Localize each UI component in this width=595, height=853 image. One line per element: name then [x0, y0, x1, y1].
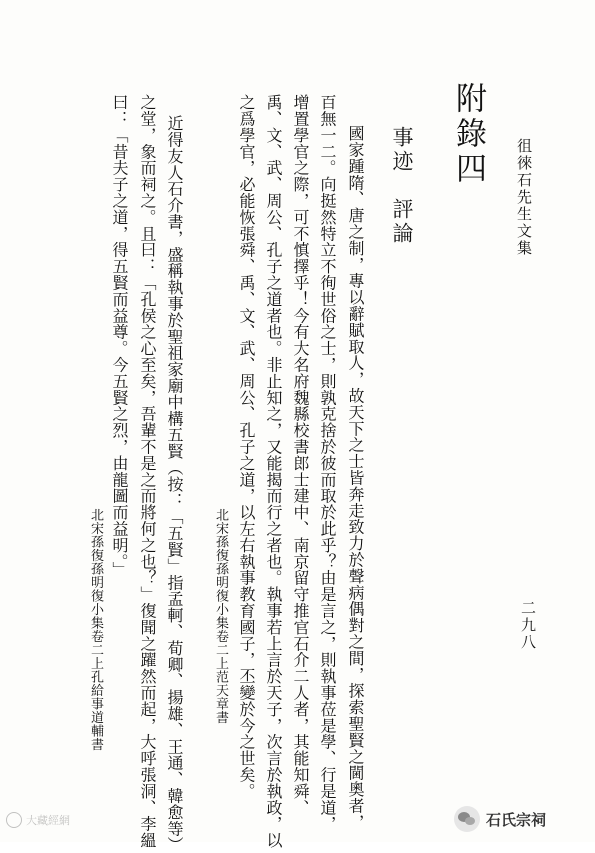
logo-text: 大藏經網	[26, 814, 70, 827]
section-title: 事迹 評論	[390, 126, 414, 246]
entry2-line-2: 之堂，象而祠之。且曰：「孔侯之心至矣，吾輩不是之而將何之也？」復聞之躍然而起，大呼張洞、李縕	[138, 94, 157, 849]
entry1-line-3: 增置學官之際，可不慎擇乎！今有大名府魏縣校書郎士建中、南京留守推官石介二人者，其能知舜、	[291, 94, 310, 816]
entry1-line-4: 禹、文、武、周公、孔子之道者也。非止知之，又能揭而行之者也。執事若上言於天子，次言於執政，以	[264, 94, 283, 849]
running-head: 徂徠石先生文集	[515, 138, 533, 257]
entry2-line-1: 近得友人石介書，盛稱執事於聖祖家廟中構五賢（按：「五賢」指孟軻、荀卿、揚雄、王通、韓愈等）	[165, 115, 184, 853]
entry1-line-5: 之爲學官，必能恢張舜、禹、文、武、周公、孔子之道，以左右執事教育國子，丕變於今之世矣。	[237, 94, 256, 800]
entry2-line-3: 曰：「昔夫子之道，得五賢而益尊。今五賢之烈，由龍圖而益明。」	[110, 94, 129, 578]
wechat-icon	[454, 806, 480, 832]
wechat-watermark	[454, 806, 546, 832]
entry1-source: 北宋孫復孫明復小集卷二上范天章書	[213, 508, 228, 724]
page-number: 二九八	[519, 600, 537, 651]
site-logo	[6, 812, 70, 828]
logo-icon	[6, 812, 22, 828]
appendix-title: 附錄四	[450, 82, 486, 187]
entry1-line-2: 百無一二。向挺然特立不徇世俗之士，則孰克捨於彼而取於此乎？由是言之，則執事莅是學、行是道，	[318, 94, 337, 832]
watermark-text: 石氏宗祠	[486, 810, 547, 829]
entry2-source: 北宋孫復孫明復小集卷二上孔給事道輔書	[88, 508, 103, 751]
entry1-line-1: 國家踵隋、唐之制，專以辭賦取人，故天下之士皆奔走致力於聲病偶對之間，探索聖賢之閫奧者，	[346, 125, 365, 831]
